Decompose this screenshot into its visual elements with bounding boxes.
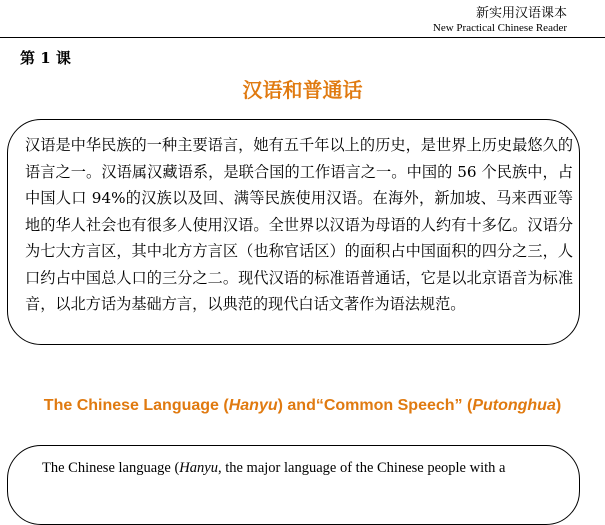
english-title-putonghua: Putonghua (472, 397, 556, 414)
english-title-part1: The Chinese Language ( (43, 397, 229, 414)
english-text-frame (7, 445, 580, 525)
english-paragraph-part2: , the major language of the Chinese people with a (217, 460, 506, 476)
english-title-hanyu: Hanyu (228, 397, 278, 414)
page-header (433, 6, 567, 36)
english-title-part2: ) and“Common Speech” ( (277, 397, 473, 414)
chinese-paragraph: 汉语是中华民族的一种主要语言，她有五千年以上的历史，是世界上历史最悠久的语言之一。汉语属汉藏语系，是联合国的工作语言之一。中国的 56 个民族中，占中国人口 94%的汉族以及回、满等民族使用汉语。在海外，新加坡、马来西亚等地的华人社会也有很多人使用汉语。全世界以汉语为母语的人约有十多亿。汉语分为七大方言区，其中北方方言区（也称官话区）的面积占中国面积的四分之三，人口约占中国总人口的三分之二。现代汉语的标准语普通话，它是以北京语音为标准音，以北方话为基础方言，以典范的现代白话文著作为语法规范。 (25, 136, 573, 313)
header-divider (0, 37, 605, 38)
chinese-title: 汉语和普通话 (242, 78, 363, 102)
english-paragraph (42, 458, 582, 478)
lesson-number: 第 1 课 (20, 49, 71, 67)
english-paragraph-part1: The Chinese language ( (42, 460, 180, 476)
english-title-part3: ) (555, 397, 562, 414)
book-title-en: New Practical Chinese Reader (432, 22, 567, 34)
book-title-cn: 新实用汉语课本 (475, 6, 567, 21)
english-title (0, 397, 605, 415)
english-paragraph-hanyu: Hanyu (179, 460, 218, 476)
